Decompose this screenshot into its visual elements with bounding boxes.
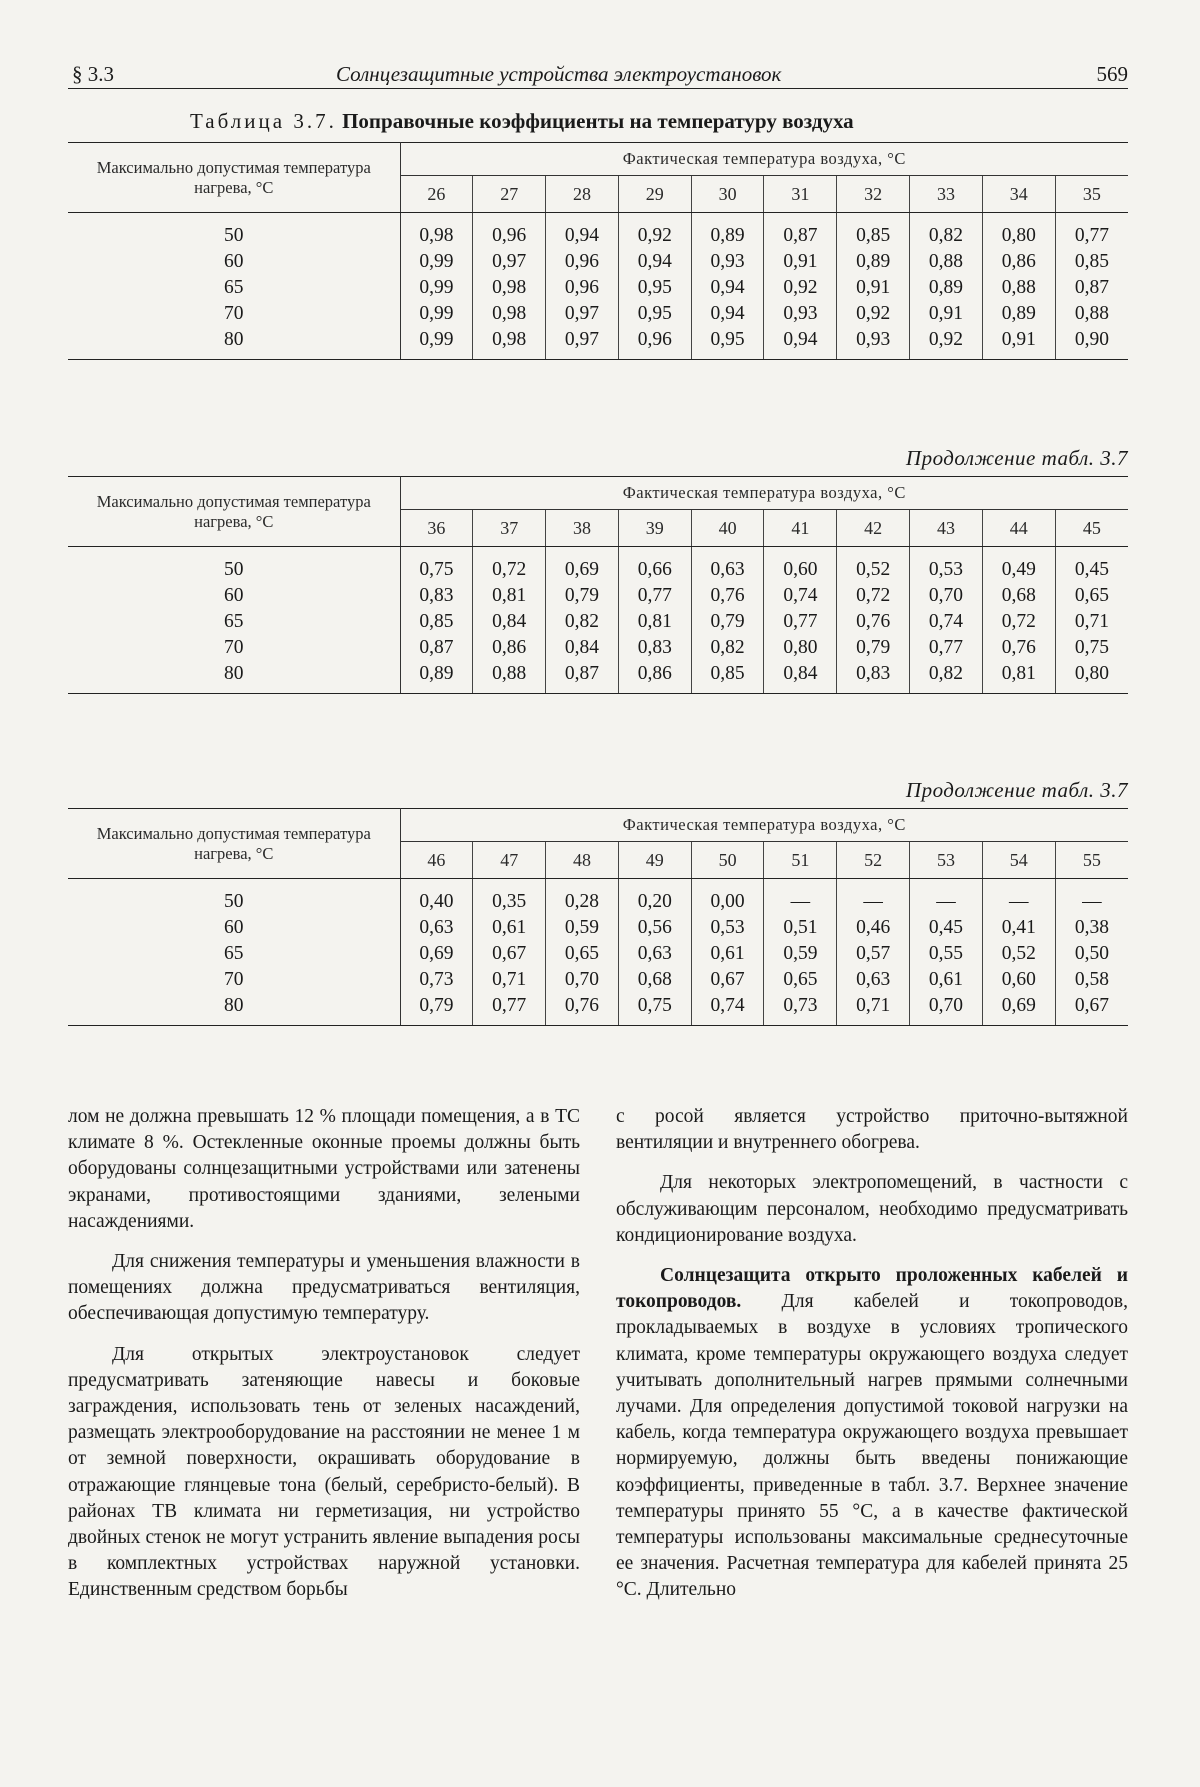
temperature-column-header: 52 — [837, 842, 910, 879]
coefficient-cell: 0,40 — [419, 891, 454, 912]
coefficient-cell: 0,89 — [982, 301, 1055, 327]
coefficient-cell: 0,75 — [419, 559, 454, 580]
coefficient-cell: 0,90 — [1055, 327, 1128, 360]
coefficient-cell: 0,82 — [546, 609, 619, 635]
coefficient-cell: 0,79 — [691, 609, 764, 635]
coefficient-cell: 0,81 — [473, 583, 546, 609]
coefficient-cell: 0,84 — [764, 661, 837, 694]
coefficient-cell: 0,56 — [618, 915, 691, 941]
coefficient-cell: 0,63 — [691, 547, 764, 584]
coefficient-cell: 0,96 — [618, 327, 691, 360]
coefficient-cell: 0,88 — [982, 275, 1055, 301]
coefficient-cell: 0,91 — [910, 301, 983, 327]
table-row — [68, 547, 1128, 584]
coefficient-cell: 0,77 — [1055, 213, 1128, 250]
temperature-group-header: Фактическая температура воздуха, °С — [400, 809, 1128, 842]
coefficient-cell: — — [837, 879, 910, 916]
coefficient-cell: 0,87 — [764, 213, 837, 250]
coefficient-cell: 0,77 — [618, 583, 691, 609]
temperature-column-header: 51 — [764, 842, 837, 879]
coefficient-cell: 0,71 — [837, 993, 910, 1026]
coefficient-cell: 0,73 — [419, 969, 454, 990]
coefficient-cell: 0,74 — [764, 583, 837, 609]
coefficient-cell: 0,58 — [1055, 967, 1128, 993]
coefficient-cell: 0,96 — [473, 213, 546, 250]
max-temperature-cell: 60 — [68, 915, 400, 941]
coefficient-cell: 0,71 — [1055, 609, 1128, 635]
coefficient-cell: 0,77 — [764, 609, 837, 635]
table-row — [68, 635, 1128, 661]
coefficient-cell: 0,92 — [618, 213, 691, 250]
coefficient-cell: 0,55 — [910, 941, 983, 967]
coefficient-cell: — — [1055, 879, 1128, 916]
coefficient-cell: 0,79 — [546, 583, 619, 609]
max-temperature-cell: 65 — [68, 609, 400, 635]
coefficient-cell: 0,99 — [419, 277, 454, 298]
param-column-header: Максимально допустимая температура нагрева, °С — [68, 477, 400, 547]
coefficient-cell: 0,45 — [1055, 547, 1128, 584]
temperature-column-header: 33 — [910, 176, 983, 213]
max-temperature-cell: 80 — [68, 993, 400, 1026]
coefficient-cell: — — [764, 879, 837, 916]
coefficient-cell: 0,94 — [691, 301, 764, 327]
table-row — [68, 583, 1128, 609]
coefficient-cell: 0,38 — [1055, 915, 1128, 941]
temperature-group-header: Фактическая температура воздуха, °С — [400, 477, 1128, 510]
max-temperature-cell: 70 — [68, 301, 400, 327]
temperature-column-header: 49 — [618, 842, 691, 879]
coefficient-cell: 0,28 — [546, 879, 619, 916]
temperature-column-header: 39 — [618, 510, 691, 547]
coefficient-cell: 0,00 — [691, 879, 764, 916]
temperature-column-header: 54 — [982, 842, 1055, 879]
coefficient-cell: 0,87 — [419, 637, 454, 658]
coefficient-cell: 0,98 — [473, 301, 546, 327]
table-row — [68, 213, 1128, 250]
max-temperature-cell: 50 — [68, 547, 400, 584]
correction-table-part-3 — [68, 808, 1128, 1026]
table-caption — [190, 109, 854, 134]
coefficient-cell: 0,60 — [982, 967, 1055, 993]
coefficient-cell: 0,70 — [546, 967, 619, 993]
table-caption-title: Поправочные коэффициенты на температуру воздуха — [342, 109, 854, 133]
coefficient-cell: 0,65 — [1055, 583, 1128, 609]
coefficient-cell: 0,76 — [546, 993, 619, 1026]
coefficient-cell: 0,82 — [691, 635, 764, 661]
coefficient-cell: 0,80 — [982, 213, 1055, 250]
coefficient-cell: 0,80 — [764, 635, 837, 661]
coefficient-cell: 0,95 — [618, 275, 691, 301]
coefficient-cell: 0,89 — [691, 213, 764, 250]
table-row — [68, 879, 1128, 916]
coefficient-cell: 0,63 — [419, 917, 454, 938]
coefficient-cell: 0,85 — [1055, 249, 1128, 275]
coefficient-cell: 0,86 — [618, 661, 691, 694]
coefficient-cell: 0,68 — [982, 583, 1055, 609]
section-number: § 3.3 — [72, 62, 114, 86]
coefficient-cell: 0,92 — [764, 275, 837, 301]
max-temperature-cell: 80 — [68, 661, 400, 694]
coefficient-cell: 0,63 — [837, 967, 910, 993]
coefficient-cell: 0,68 — [618, 967, 691, 993]
table-row — [68, 275, 1128, 301]
coefficient-cell: 0,89 — [400, 661, 473, 694]
max-temperature-cell: 65 — [68, 275, 400, 301]
temperature-column-header: 35 — [1055, 176, 1128, 213]
coefficient-cell: 0,84 — [546, 635, 619, 661]
coefficient-cell: 0,66 — [618, 547, 691, 584]
correction-table — [68, 142, 1128, 360]
coefficient-cell: 0,88 — [910, 249, 983, 275]
coefficient-cell: 0,95 — [618, 301, 691, 327]
correction-table-part-1 — [68, 142, 1128, 360]
param-column-header: Максимально допустимая температура нагрева, °С — [68, 143, 400, 213]
correction-table — [68, 476, 1128, 694]
temperature-column-header: 46 — [400, 842, 473, 879]
coefficient-cell: 0,94 — [764, 327, 837, 360]
coefficient-cell: 0,53 — [691, 915, 764, 941]
coefficient-cell: 0,86 — [982, 249, 1055, 275]
temperature-column-header: 47 — [473, 842, 546, 879]
coefficient-cell: 0,92 — [837, 301, 910, 327]
coefficient-cell: 0,91 — [982, 327, 1055, 360]
coefficient-cell: 0,72 — [473, 547, 546, 584]
coefficient-cell: 0,93 — [764, 301, 837, 327]
coefficient-cell: 0,41 — [982, 915, 1055, 941]
coefficient-cell: 0,45 — [910, 915, 983, 941]
coefficient-cell: — — [910, 879, 983, 916]
temperature-column-header: 32 — [837, 176, 910, 213]
table-row — [68, 327, 1128, 360]
temperature-column-header: 42 — [837, 510, 910, 547]
temperature-column-header: 28 — [546, 176, 619, 213]
temperature-column-header: 29 — [618, 176, 691, 213]
coefficient-cell: 0,83 — [837, 661, 910, 694]
coefficient-cell: 0,96 — [546, 275, 619, 301]
coefficient-cell: 0,75 — [618, 993, 691, 1026]
coefficient-cell: 0,69 — [546, 547, 619, 584]
coefficient-cell: 0,83 — [618, 635, 691, 661]
coefficient-cell: 0,76 — [837, 609, 910, 635]
coefficient-cell: 0,80 — [1055, 661, 1128, 694]
temperature-column-header: 37 — [473, 510, 546, 547]
table-row — [68, 609, 1128, 635]
max-temperature-cell: 50 — [68, 879, 400, 916]
coefficient-cell: 0,99 — [400, 327, 473, 360]
coefficient-cell: 0,91 — [764, 249, 837, 275]
coefficient-cell: 0,67 — [691, 967, 764, 993]
coefficient-cell: 0,59 — [546, 915, 619, 941]
coefficient-cell: 0,88 — [1055, 301, 1128, 327]
coefficient-cell: 0,77 — [473, 993, 546, 1026]
coefficient-cell: 0,67 — [473, 941, 546, 967]
coefficient-cell: 0,97 — [546, 301, 619, 327]
coefficient-cell: 0,74 — [910, 609, 983, 635]
coefficient-cell: 0,85 — [691, 661, 764, 694]
continuation-label-1: Продолжение табл. 3.7 — [905, 446, 1128, 470]
temperature-column-header: 34 — [982, 176, 1055, 213]
coefficient-cell: 0,35 — [473, 879, 546, 916]
temperature-column-header: 38 — [546, 510, 619, 547]
coefficient-cell: 0,82 — [910, 213, 983, 250]
correction-table-part-2 — [68, 476, 1128, 694]
coefficient-cell: 0,76 — [982, 635, 1055, 661]
coefficient-cell: 0,75 — [1055, 635, 1128, 661]
table-row — [68, 301, 1128, 327]
correction-table — [68, 808, 1128, 1026]
coefficient-cell: 0,72 — [837, 583, 910, 609]
temperature-column-header: 50 — [691, 842, 764, 879]
coefficient-cell: 0,61 — [910, 967, 983, 993]
coefficient-cell: 0,88 — [473, 661, 546, 694]
temperature-column-header: 30 — [691, 176, 764, 213]
coefficient-cell: 0,97 — [473, 249, 546, 275]
coefficient-cell: 0,93 — [837, 327, 910, 360]
max-temperature-cell: 80 — [68, 327, 400, 360]
coefficient-cell: 0,63 — [618, 941, 691, 967]
coefficient-cell: 0,57 — [837, 941, 910, 967]
coefficient-cell: 0,76 — [691, 583, 764, 609]
temperature-column-header: 36 — [400, 510, 473, 547]
temperature-column-header: 53 — [910, 842, 983, 879]
temperature-group-header: Фактическая температура воздуха, °С — [400, 143, 1128, 176]
coefficient-cell: 0,77 — [910, 635, 983, 661]
coefficient-cell: 0,79 — [400, 993, 473, 1026]
param-column-header: Максимально допустимая температура нагрева, °С — [68, 809, 400, 879]
paragraph: Для некоторых электропомещений, в частности с обслуживающим персоналом, необходимо предусматривать кондиционирование воздуха. — [616, 1172, 1128, 1246]
coefficient-cell: 0,85 — [837, 213, 910, 250]
paragraph: лом не должна превышать 12 % площади помещения, а в ТС климате 8 %. Остекленные оконные проемы должны быть оборудованы солнцезащитными устройствами или затенены экранами, противостоящими зданиями, зелеными насаждениями. — [68, 1106, 580, 1232]
coefficient-cell: 0,82 — [910, 661, 983, 694]
temperature-column-header: 41 — [764, 510, 837, 547]
coefficient-cell: 0,98 — [419, 225, 454, 246]
table-row — [68, 661, 1128, 694]
coefficient-cell: 0,81 — [982, 661, 1055, 694]
table-row — [68, 915, 1128, 941]
coefficient-cell: 0,91 — [837, 275, 910, 301]
table-caption-label: Таблица 3.7. — [190, 109, 337, 133]
paragraph-body: Для кабелей и токопроводов, прокладываемых в воздухе в условиях тропического климата, кроме температуры окружающего воздуха следует учитывать дополнительный нагрев прямыми солнечными лучами. Для определения допустимой токовой нагрузки на кабель, когда температура окружающего воздуха превышает нормируемую, должны быть введены понижающие коэффициенты, приведенные в табл. 3.7. Верхнее значение температуры принято 55 °С, а в качестве фактической температуры использованы максимальные среднесуточные ее значения. Расчетная температура для кабелей принята 25 °С. Длительно — [616, 1291, 1128, 1601]
coefficient-cell: 0,96 — [546, 249, 619, 275]
paragraph: Для снижения температуры и уменьшения влажности в помещениях должна предусматриваться вентиляция, обеспечивающая допустимую температуру. — [68, 1251, 580, 1325]
coefficient-cell: 0,20 — [618, 879, 691, 916]
coefficient-cell: 0,65 — [764, 967, 837, 993]
max-temperature-cell: 65 — [68, 941, 400, 967]
coefficient-cell: 0,67 — [1055, 993, 1128, 1026]
paragraph-heading: Солнцезащита открыто проложенных кабелей и токопроводов. — [616, 1265, 1128, 1313]
temperature-column-header: 31 — [764, 176, 837, 213]
coefficient-cell: 0,94 — [618, 249, 691, 275]
temperature-column-header: 55 — [1055, 842, 1128, 879]
temperature-column-header: 26 — [400, 176, 473, 213]
coefficient-cell: 0,95 — [691, 327, 764, 360]
table-row — [68, 941, 1128, 967]
coefficient-cell: 0,87 — [546, 661, 619, 694]
paragraph: с росой является устройство приточно-вытяжной вентиляции и внутреннего обогрева. — [616, 1106, 1128, 1154]
max-temperature-cell: 60 — [68, 249, 400, 275]
coefficient-cell: 0,49 — [982, 547, 1055, 584]
temperature-column-header: 44 — [982, 510, 1055, 547]
coefficient-cell: 0,70 — [910, 993, 983, 1026]
coefficient-cell: 0,83 — [419, 585, 454, 606]
coefficient-cell: 0,72 — [982, 609, 1055, 635]
coefficient-cell: 0,94 — [546, 213, 619, 250]
coefficient-cell: 0,73 — [764, 993, 837, 1026]
coefficient-cell: 0,50 — [1055, 941, 1128, 967]
paragraph: Для открытых электроустановок следует предусматривать затеняющие навесы и боковые заграждения, использовать тень от зеленых насаждений, размещать электрооборудование на расстоянии не менее 1 м от земной поверхности, окрашивать оборудование в отражающие глянцевые тона (белый, серебристо-белый). В районах ТВ климата ни герметизация, ни устройство двойных стенок не могут устранить явление выпадения росы в комплектных устройствах наружной установки. Единственным средством борьбы — [68, 1343, 580, 1601]
temperature-column-header: 43 — [910, 510, 983, 547]
coefficient-cell: 0,59 — [764, 941, 837, 967]
temperature-column-header: 27 — [473, 176, 546, 213]
table-row — [68, 993, 1128, 1026]
coefficient-cell: 0,46 — [837, 915, 910, 941]
coefficient-cell: 0,79 — [837, 635, 910, 661]
coefficient-cell: 0,81 — [618, 609, 691, 635]
temperature-column-header: 48 — [546, 842, 619, 879]
coefficient-cell: 0,84 — [473, 609, 546, 635]
coefficient-cell: 0,89 — [910, 275, 983, 301]
coefficient-cell: 0,69 — [419, 943, 454, 964]
left-text-column — [68, 1104, 580, 1604]
page-number: 569 — [1096, 62, 1128, 86]
coefficient-cell: 0,94 — [691, 275, 764, 301]
coefficient-cell: 0,98 — [473, 327, 546, 360]
coefficient-cell: 0,87 — [1055, 275, 1128, 301]
coefficient-cell: 0,85 — [419, 611, 454, 632]
coefficient-cell: 0,92 — [910, 327, 983, 360]
coefficient-cell: 0,93 — [691, 249, 764, 275]
table-row — [68, 249, 1128, 275]
running-head — [68, 62, 1128, 89]
coefficient-cell: 0,51 — [764, 915, 837, 941]
coefficient-cell: 0,61 — [473, 915, 546, 941]
coefficient-cell: 0,52 — [837, 547, 910, 584]
coefficient-cell: 0,98 — [473, 275, 546, 301]
continuation-label-2: Продолжение табл. 3.7 — [905, 778, 1128, 802]
coefficient-cell: 0,89 — [837, 249, 910, 275]
coefficient-cell: 0,70 — [910, 583, 983, 609]
coefficient-cell: 0,97 — [546, 327, 619, 360]
paragraph — [616, 1263, 1128, 1604]
coefficient-cell: 0,74 — [691, 993, 764, 1026]
coefficient-cell: 0,71 — [473, 967, 546, 993]
coefficient-cell: 0,86 — [473, 635, 546, 661]
right-text-column — [616, 1104, 1128, 1604]
temperature-column-header: 40 — [691, 510, 764, 547]
coefficient-cell: 0,61 — [691, 941, 764, 967]
coefficient-cell: 0,99 — [419, 303, 454, 324]
coefficient-cell: 0,60 — [764, 547, 837, 584]
coefficient-cell: 0,53 — [910, 547, 983, 584]
coefficient-cell: 0,69 — [982, 993, 1055, 1026]
coefficient-cell: — — [982, 879, 1055, 916]
coefficient-cell: 0,52 — [982, 941, 1055, 967]
max-temperature-cell: 50 — [68, 213, 400, 250]
coefficient-cell: 0,99 — [419, 251, 454, 272]
max-temperature-cell: 60 — [68, 583, 400, 609]
coefficient-cell: 0,65 — [546, 941, 619, 967]
running-title: Солнцезащитные устройства электроустановок — [336, 62, 782, 86]
table-row — [68, 967, 1128, 993]
max-temperature-cell: 70 — [68, 967, 400, 993]
temperature-column-header: 45 — [1055, 510, 1128, 547]
max-temperature-cell: 70 — [68, 635, 400, 661]
